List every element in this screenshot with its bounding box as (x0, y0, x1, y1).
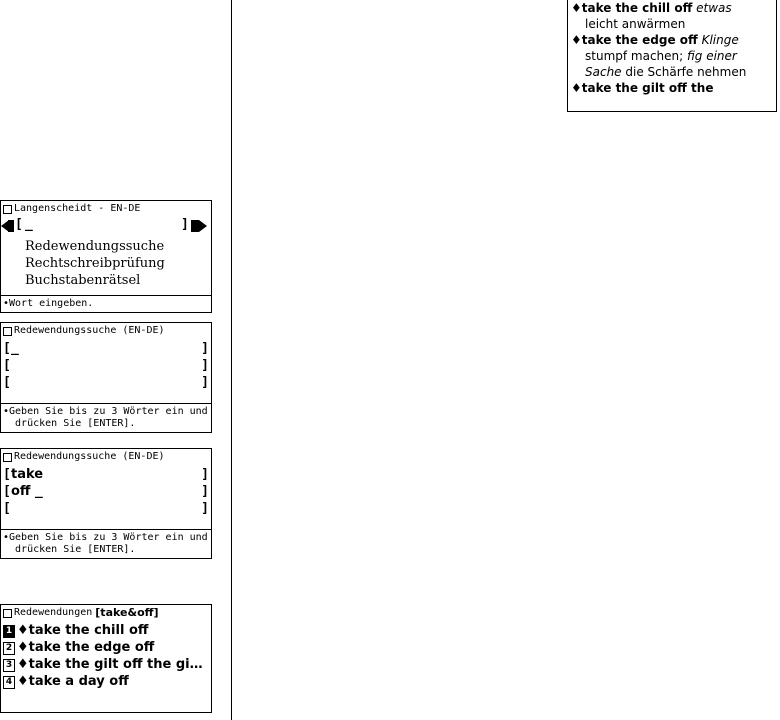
bracket-left: [ (3, 484, 11, 499)
entry-headword: ♦take the gilt off the (571, 81, 714, 95)
phrase-search-filled-screen (0, 448, 212, 559)
scroll-right-icon[interactable] (199, 220, 207, 232)
entry-definition (571, 48, 776, 64)
definition-text: stumpf machen; (585, 49, 684, 63)
hint-text: •Geben Sie bis zu 3 Wörter ein und drücken Sie [ENTER]. (1, 403, 211, 430)
screen-title (3, 202, 140, 216)
title-text: Redewendungssuche (EN-DE) (14, 451, 165, 462)
entry-line (571, 80, 776, 96)
field-value[interactable]: take (11, 467, 44, 482)
text-cursor: _ (25, 217, 33, 232)
input-row[interactable] (1, 219, 211, 233)
bracket-left: [ (3, 501, 11, 516)
result-item[interactable] (3, 673, 129, 690)
phrase-results-screen (0, 604, 212, 713)
search-field-1[interactable] (3, 341, 209, 357)
entry-object: Klinge (701, 33, 739, 47)
entry-definition: leicht anwärmen (585, 17, 686, 31)
result-item[interactable] (3, 656, 203, 673)
vertical-divider (231, 0, 232, 720)
screen-title (3, 324, 165, 338)
search-field-3[interactable] (3, 501, 209, 517)
search-field-1[interactable] (3, 467, 209, 483)
definition-italic: fig einer (687, 49, 737, 63)
scroll-right-icon-body (191, 220, 199, 232)
entry-line (571, 32, 776, 48)
screen-title (3, 606, 159, 620)
search-field-2[interactable] (3, 358, 209, 374)
text-cursor: _ (11, 341, 19, 356)
entry-line (571, 0, 776, 16)
window-icon (3, 205, 12, 214)
item-number-badge: 4 (3, 676, 15, 689)
main-menu-screen (0, 200, 212, 313)
bracket-right: ] (201, 484, 209, 499)
bracket-right: ] (201, 358, 209, 373)
bracket-right: ] (201, 375, 209, 390)
field-value[interactable]: off (11, 484, 31, 499)
bracket-right: ] (201, 341, 209, 356)
item-number-badge: 3 (3, 659, 15, 672)
bracket-right: ] (201, 501, 209, 516)
phrase-search-empty-screen (0, 322, 212, 433)
window-icon (3, 327, 12, 336)
bracket-left: [ (3, 467, 11, 482)
definition-text: die Schärfe nehmen (625, 65, 747, 79)
entry-headword: ♦take the chill off (571, 1, 693, 15)
item-number-badge: 1 (3, 625, 15, 638)
item-number-badge: 2 (3, 642, 15, 655)
title-text: Redewendungssuche (EN-DE) (14, 325, 165, 336)
result-text: ♦take the gilt off the gi… (17, 657, 203, 672)
bracket-right: ] (181, 217, 189, 232)
window-icon (3, 609, 12, 618)
bracket-left: [ (3, 341, 11, 356)
menu-item-buchstabenraetsel[interactable]: Buchstabenrätsel (25, 273, 141, 288)
entry-object: etwas (696, 1, 732, 15)
dictionary-entry-panel (567, 0, 777, 112)
bracket-left: [ (3, 375, 11, 390)
screen-title (3, 450, 165, 464)
result-text: ♦take a day off (17, 674, 129, 689)
hint-text: •Geben Sie bis zu 3 Wörter ein und drücken Sie [ENTER]. (1, 529, 211, 556)
hint-text: •Wort eingeben. (1, 295, 211, 310)
entry-headword: ♦take the edge off (571, 33, 698, 47)
title-text: Redewendungen (14, 607, 93, 618)
search-field-2[interactable] (3, 484, 209, 500)
result-text: ♦take the chill off (17, 623, 149, 638)
menu-item-redewendungssuche[interactable]: Redewendungssuche (25, 239, 165, 254)
entry-definition (571, 64, 776, 80)
result-item[interactable] (3, 639, 154, 656)
search-field-3[interactable] (3, 375, 209, 391)
title-query: [take&off] (95, 606, 159, 619)
title-text: Langenscheidt - EN-DE (14, 203, 141, 214)
result-text: ♦take the edge off (17, 640, 155, 655)
bracket-left: [ (15, 217, 23, 232)
result-item[interactable] (3, 622, 148, 639)
menu-item-rechtschreibpruefung[interactable]: Rechtschreibprüfung (25, 256, 165, 271)
text-cursor: _ (35, 484, 43, 499)
bracket-left: [ (3, 358, 11, 373)
scroll-left-icon-body (8, 220, 14, 232)
window-icon (3, 453, 12, 462)
bracket-right: ] (201, 467, 209, 482)
definition-italic: Sache (585, 65, 622, 79)
